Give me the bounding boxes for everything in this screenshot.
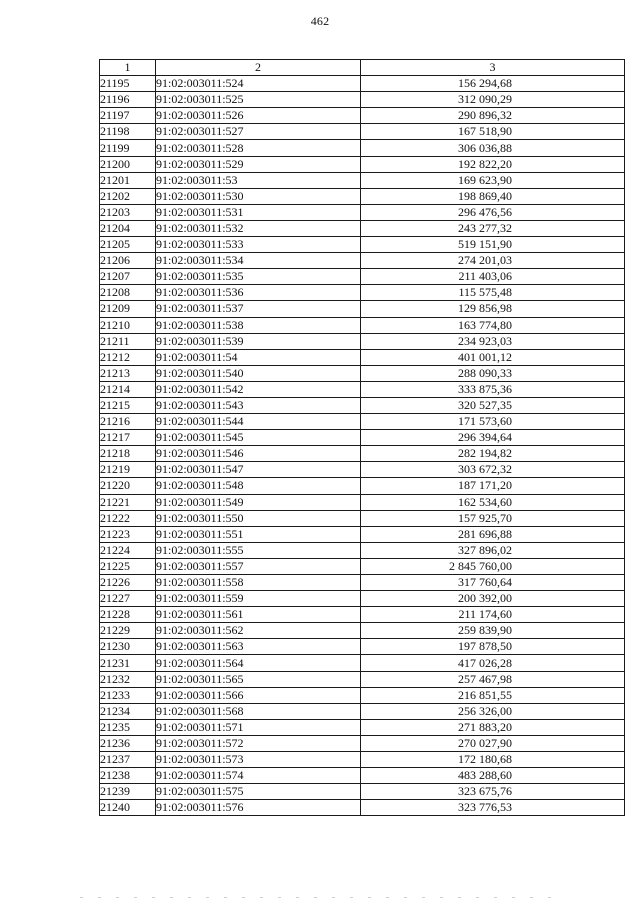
value-cell: 211 403,06 — [361, 269, 625, 285]
table-row — [100, 381, 625, 397]
value-cell: 282 194,82 — [361, 446, 625, 462]
cadastral-number-cell: 91:02:003011:525 — [156, 92, 361, 108]
value-cell: 115 575,48 — [361, 285, 625, 301]
table-row — [100, 76, 625, 92]
table-row — [100, 719, 625, 735]
table-row — [100, 526, 625, 542]
table-row — [100, 349, 625, 365]
cadastral-number-cell: 91:02:003011:53 — [156, 172, 361, 188]
table-row — [100, 92, 625, 108]
value-cell: 401 001,12 — [361, 349, 625, 365]
row-number-cell: 21240 — [100, 800, 156, 816]
cadastral-number-cell: 91:02:003011:536 — [156, 285, 361, 301]
table-row — [100, 784, 625, 800]
cadastral-number-cell: 91:02:003011:562 — [156, 623, 361, 639]
table-row — [100, 687, 625, 703]
row-number-cell: 21208 — [100, 285, 156, 301]
cadastral-number-cell: 91:02:003011:548 — [156, 478, 361, 494]
column-header-2: 2 — [156, 60, 361, 76]
value-cell: 171 573,60 — [361, 414, 625, 430]
table-row — [100, 478, 625, 494]
column-header-1: 1 — [100, 60, 156, 76]
cadastral-number-cell: 91:02:003011:537 — [156, 301, 361, 317]
value-cell: 243 277,32 — [361, 220, 625, 236]
table-row — [100, 253, 625, 269]
table-row — [100, 301, 625, 317]
row-number-cell: 21229 — [100, 623, 156, 639]
cadastral-number-cell: 91:02:003011:532 — [156, 220, 361, 236]
value-cell: 296 476,56 — [361, 204, 625, 220]
table-row — [100, 591, 625, 607]
value-cell: 216 851,55 — [361, 687, 625, 703]
table-row — [100, 607, 625, 623]
scan-edge-noise — [80, 897, 560, 898]
value-cell: 197 878,50 — [361, 639, 625, 655]
row-number-cell: 21195 — [100, 76, 156, 92]
table-row — [100, 494, 625, 510]
cadastral-number-cell: 91:02:003011:573 — [156, 752, 361, 768]
cadastral-number-cell: 91:02:003011:534 — [156, 253, 361, 269]
row-number-cell: 21234 — [100, 703, 156, 719]
cadastral-number-cell: 91:02:003011:559 — [156, 591, 361, 607]
table-row — [100, 140, 625, 156]
cadastral-number-cell: 91:02:003011:546 — [156, 446, 361, 462]
row-number-cell: 21212 — [100, 349, 156, 365]
table-row — [100, 414, 625, 430]
row-number-cell: 21226 — [100, 575, 156, 591]
row-number-cell: 21204 — [100, 220, 156, 236]
value-cell: 256 326,00 — [361, 703, 625, 719]
row-number-cell: 21216 — [100, 414, 156, 430]
value-cell: 157 925,70 — [361, 510, 625, 526]
row-number-cell: 21211 — [100, 333, 156, 349]
cadastral-number-cell: 91:02:003011:557 — [156, 558, 361, 574]
table-row — [100, 188, 625, 204]
row-number-cell: 21201 — [100, 172, 156, 188]
row-number-cell: 21213 — [100, 365, 156, 381]
table-body — [100, 76, 625, 816]
row-number-cell: 21225 — [100, 558, 156, 574]
table-row — [100, 639, 625, 655]
cadastral-number-cell: 91:02:003011:550 — [156, 510, 361, 526]
row-number-cell: 21233 — [100, 687, 156, 703]
table-row — [100, 317, 625, 333]
cadastral-number-cell: 91:02:003011:540 — [156, 365, 361, 381]
table-row — [100, 333, 625, 349]
cadastral-number-cell: 91:02:003011:572 — [156, 735, 361, 751]
table-row — [100, 430, 625, 446]
value-cell: 281 696,88 — [361, 526, 625, 542]
row-number-cell: 21236 — [100, 735, 156, 751]
column-header-3: 3 — [361, 60, 625, 76]
cadastral-number-cell: 91:02:003011:544 — [156, 414, 361, 430]
cadastral-number-cell: 91:02:003011:533 — [156, 237, 361, 253]
row-number-cell: 21230 — [100, 639, 156, 655]
row-number-cell: 21238 — [100, 768, 156, 784]
value-cell: 303 672,32 — [361, 462, 625, 478]
value-cell: 320 527,35 — [361, 397, 625, 413]
cadastral-number-cell: 91:02:003011:558 — [156, 575, 361, 591]
row-number-cell: 21202 — [100, 188, 156, 204]
cadastral-number-cell: 91:02:003011:551 — [156, 526, 361, 542]
cadastral-number-cell: 91:02:003011:568 — [156, 703, 361, 719]
cadastral-number-cell: 91:02:003011:574 — [156, 768, 361, 784]
value-cell: 274 201,03 — [361, 253, 625, 269]
table-row — [100, 285, 625, 301]
row-number-cell: 21218 — [100, 446, 156, 462]
value-cell: 323 675,76 — [361, 784, 625, 800]
value-cell: 317 760,64 — [361, 575, 625, 591]
row-number-cell: 21198 — [100, 124, 156, 140]
table-row — [100, 156, 625, 172]
value-cell: 290 896,32 — [361, 108, 625, 124]
value-cell: 172 180,68 — [361, 752, 625, 768]
cadastral-number-cell: 91:02:003011:530 — [156, 188, 361, 204]
value-cell: 162 534,60 — [361, 494, 625, 510]
cadastral-number-cell: 91:02:003011:564 — [156, 655, 361, 671]
table-row — [100, 542, 625, 558]
value-cell: 270 027,90 — [361, 735, 625, 751]
value-cell: 306 036,88 — [361, 140, 625, 156]
cadastral-number-cell: 91:02:003011:539 — [156, 333, 361, 349]
table-row — [100, 204, 625, 220]
row-number-cell: 21232 — [100, 671, 156, 687]
value-cell: 288 090,33 — [361, 365, 625, 381]
value-cell: 417 026,28 — [361, 655, 625, 671]
row-number-cell: 21196 — [100, 92, 156, 108]
cadastral-number-cell: 91:02:003011:571 — [156, 719, 361, 735]
table-row — [100, 397, 625, 413]
value-cell: 312 090,29 — [361, 92, 625, 108]
table-row — [100, 671, 625, 687]
row-number-cell: 21217 — [100, 430, 156, 446]
row-number-cell: 21222 — [100, 510, 156, 526]
row-number-cell: 21228 — [100, 607, 156, 623]
cadastral-number-cell: 91:02:003011:54 — [156, 349, 361, 365]
row-number-cell: 21207 — [100, 269, 156, 285]
cadastral-number-cell: 91:02:003011:545 — [156, 430, 361, 446]
row-number-cell: 21237 — [100, 752, 156, 768]
row-number-cell: 21223 — [100, 526, 156, 542]
row-number-cell: 21199 — [100, 140, 156, 156]
row-number-cell: 21205 — [100, 237, 156, 253]
value-cell: 296 394,64 — [361, 430, 625, 446]
table-row — [100, 735, 625, 751]
cadastral-number-cell: 91:02:003011:576 — [156, 800, 361, 816]
cadastral-number-cell: 91:02:003011:565 — [156, 671, 361, 687]
value-cell: 257 467,98 — [361, 671, 625, 687]
value-cell: 169 623,90 — [361, 172, 625, 188]
row-number-cell: 21235 — [100, 719, 156, 735]
row-number-cell: 21197 — [100, 108, 156, 124]
page-number: 462 — [310, 14, 330, 28]
cadastral-number-cell: 91:02:003011:543 — [156, 397, 361, 413]
value-cell: 187 171,20 — [361, 478, 625, 494]
value-cell: 156 294,68 — [361, 76, 625, 92]
value-cell: 163 774,80 — [361, 317, 625, 333]
value-cell: 327 896,02 — [361, 542, 625, 558]
row-number-cell: 21214 — [100, 381, 156, 397]
cadastral-number-cell: 91:02:003011:527 — [156, 124, 361, 140]
row-number-cell: 21210 — [100, 317, 156, 333]
table-header-row — [100, 60, 625, 76]
table-row — [100, 703, 625, 719]
cadastral-number-cell: 91:02:003011:555 — [156, 542, 361, 558]
row-number-cell: 21227 — [100, 591, 156, 607]
cadastral-number-cell: 91:02:003011:575 — [156, 784, 361, 800]
row-number-cell: 21224 — [100, 542, 156, 558]
value-cell: 200 392,00 — [361, 591, 625, 607]
table-row — [100, 768, 625, 784]
value-cell: 198 869,40 — [361, 188, 625, 204]
row-number-cell: 21215 — [100, 397, 156, 413]
row-number-cell: 21219 — [100, 462, 156, 478]
row-number-cell: 21239 — [100, 784, 156, 800]
cadastral-number-cell: 91:02:003011:561 — [156, 607, 361, 623]
row-number-cell: 21231 — [100, 655, 156, 671]
row-number-cell: 21203 — [100, 204, 156, 220]
row-number-cell: 21200 — [100, 156, 156, 172]
table-row — [100, 575, 625, 591]
table-row — [100, 124, 625, 140]
cadastral-number-cell: 91:02:003011:535 — [156, 269, 361, 285]
cadastral-number-cell: 91:02:003011:529 — [156, 156, 361, 172]
table-row — [100, 752, 625, 768]
value-cell: 211 174,60 — [361, 607, 625, 623]
value-cell: 2 845 760,00 — [361, 558, 625, 574]
table-row — [100, 655, 625, 671]
table-row — [100, 623, 625, 639]
cadastral-value-table — [99, 59, 625, 816]
value-cell: 259 839,90 — [361, 623, 625, 639]
value-cell: 333 875,36 — [361, 381, 625, 397]
cadastral-number-cell: 91:02:003011:531 — [156, 204, 361, 220]
cadastral-number-cell: 91:02:003011:563 — [156, 639, 361, 655]
row-number-cell: 21221 — [100, 494, 156, 510]
value-cell: 323 776,53 — [361, 800, 625, 816]
table-row — [100, 510, 625, 526]
cadastral-number-cell: 91:02:003011:547 — [156, 462, 361, 478]
cadastral-number-cell: 91:02:003011:566 — [156, 687, 361, 703]
cadastral-number-cell: 91:02:003011:542 — [156, 381, 361, 397]
value-cell: 192 822,20 — [361, 156, 625, 172]
cadastral-number-cell: 91:02:003011:524 — [156, 76, 361, 92]
cadastral-number-cell: 91:02:003011:526 — [156, 108, 361, 124]
table-row — [100, 172, 625, 188]
row-number-cell: 21206 — [100, 253, 156, 269]
value-cell: 483 288,60 — [361, 768, 625, 784]
table-row — [100, 269, 625, 285]
row-number-cell: 21209 — [100, 301, 156, 317]
table-row — [100, 800, 625, 816]
value-cell: 519 151,90 — [361, 237, 625, 253]
value-cell: 234 923,03 — [361, 333, 625, 349]
table-row — [100, 446, 625, 462]
table-row — [100, 220, 625, 236]
cadastral-number-cell: 91:02:003011:538 — [156, 317, 361, 333]
value-cell: 271 883,20 — [361, 719, 625, 735]
table-row — [100, 558, 625, 574]
table-row — [100, 237, 625, 253]
row-number-cell: 21220 — [100, 478, 156, 494]
table-row — [100, 365, 625, 381]
cadastral-number-cell: 91:02:003011:528 — [156, 140, 361, 156]
value-cell: 167 518,90 — [361, 124, 625, 140]
table-row — [100, 462, 625, 478]
cadastral-number-cell: 91:02:003011:549 — [156, 494, 361, 510]
value-cell: 129 856,98 — [361, 301, 625, 317]
table-row — [100, 108, 625, 124]
